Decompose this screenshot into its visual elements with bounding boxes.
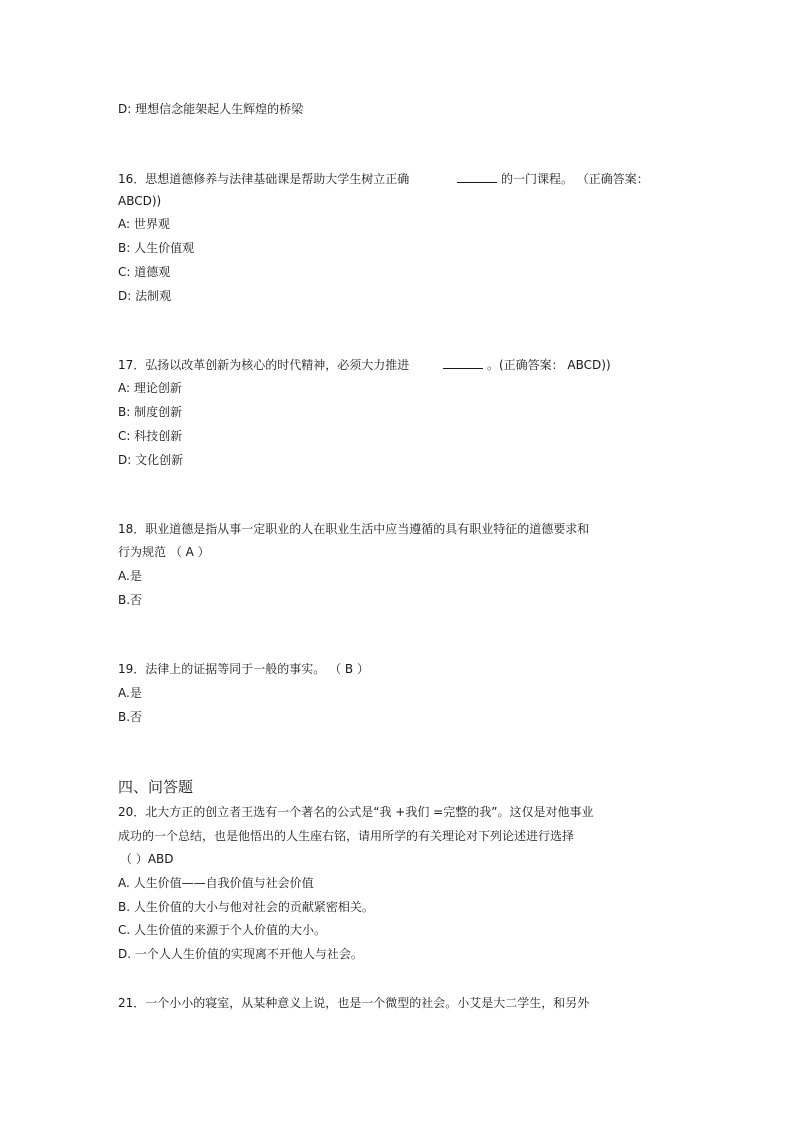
- q16-option-a: A: 世界观: [118, 217, 170, 231]
- q17-option-a: A: 理论创新: [118, 381, 182, 395]
- q19-option-b: B.否: [118, 710, 143, 724]
- q18-option-b: B.否: [118, 593, 143, 607]
- q17-stem-b: 。(正确答案： ABCD)): [486, 358, 611, 372]
- q18-stem-line1: 18．职业道德是指从事一定职业的人在职业生活中应当遵循的具有职业特征的道德要求和: [118, 522, 590, 536]
- q21-stem-line1: 21．一个小小的寝室，从某种意义上说，也是一个微型的社会。小艾是大二学生，和另外: [118, 996, 590, 1010]
- q16-blank: [457, 171, 497, 183]
- section-title: 四、问答题: [118, 778, 194, 796]
- q17-option-b: B: 制度创新: [118, 405, 183, 419]
- q15-option-d: D: 理想信念能架起人生辉煌的桥梁: [118, 102, 304, 116]
- q19-option-a: A.是: [118, 686, 142, 700]
- q20-option-c: C. 人生价值的来源于个人价值的大小。: [118, 923, 327, 937]
- q16-option-d: D: 法制观: [118, 289, 172, 303]
- q20-stem-line3: （ ）ABD: [120, 852, 174, 866]
- q20-stem-line2: 成功的一个总结，也是他悟出的人生座右铭，请用所学的有关理论对下列论述进行选择: [118, 829, 575, 843]
- q20-stem-line1: 20．北大方正的创立者王选有一个著名的公式是“我 +我们 =完整的我”。这仅是对他事业: [118, 805, 594, 819]
- q17-option-c: C: 科技创新: [118, 429, 183, 443]
- q20-option-a: A. 人生价值——自我价值与社会价值: [118, 876, 314, 890]
- q20-option-d: D. 一个人人生价值的实现离不开他人与社会。: [118, 947, 363, 961]
- q18-option-a: A.是: [118, 569, 142, 583]
- q16-option-b: B: 人生价值观: [118, 241, 195, 255]
- q19-stem: 19．法律上的证据等同于一般的事实。 （ B ）: [118, 662, 369, 676]
- q18-stem-line2: 行为规范 （ A ）: [118, 545, 210, 559]
- q17-stem-a: 17．弘扬以改革创新为核心的时代精神，必须大力推进: [118, 358, 410, 372]
- q16-stem-line1: [118, 171, 649, 187]
- q16-stem-b: 的一门课程。 （正确答案：: [500, 172, 649, 186]
- q17-stem-line1: [118, 357, 611, 373]
- q16-stem-line2: ABCD)): [118, 194, 162, 208]
- q17-blank: [443, 357, 483, 369]
- q17-option-d: D: 文化创新: [118, 453, 184, 467]
- q16-stem-a: 16．思想道德修养与法律基础课是帮助大学生树立正确: [118, 172, 410, 186]
- q16-option-c: C: 道德观: [118, 265, 171, 279]
- q20-option-b: B. 人生价值的大小与他对社会的贡献紧密相关。: [118, 900, 374, 914]
